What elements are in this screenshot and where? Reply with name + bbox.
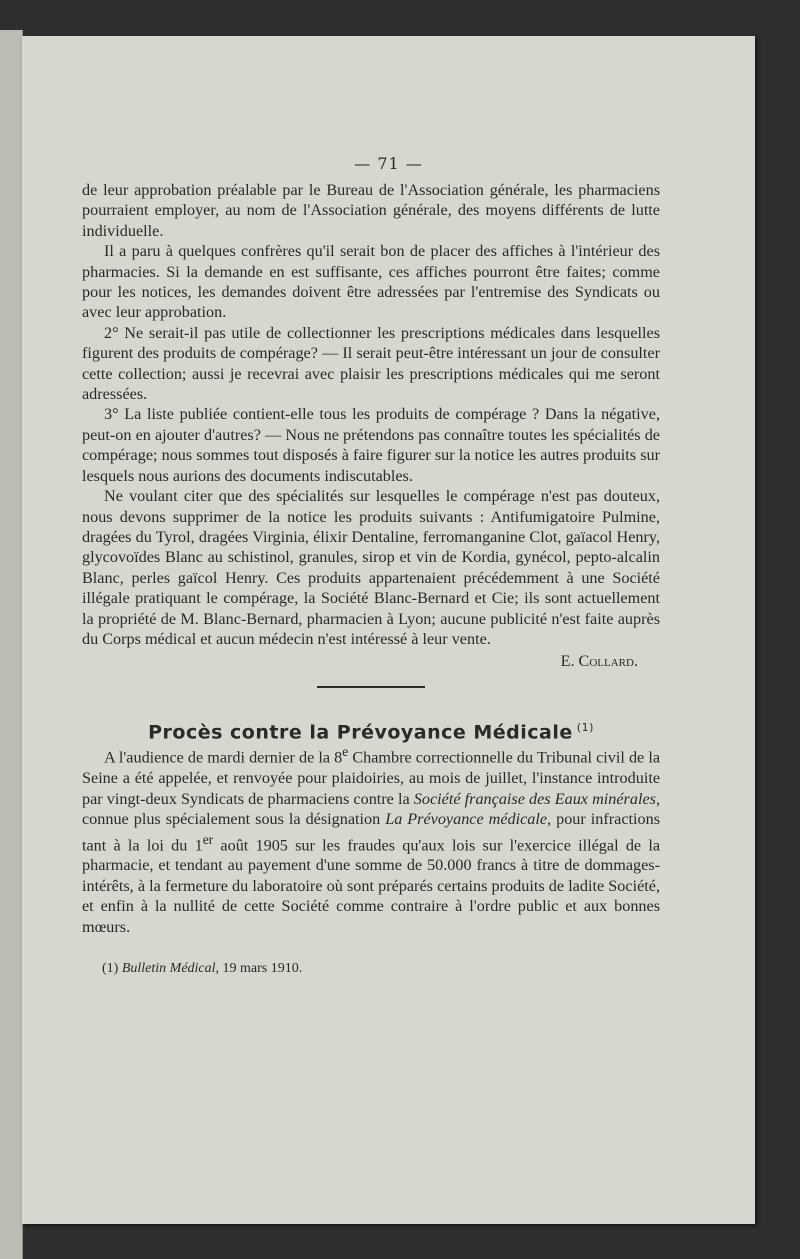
paragraph: 3° La liste publiée contient-elle tous les produits de compérage ? Dans la négative, peut-on en ajouter d'autres? — Nous ne prétendons pas connaître toutes les spécialités de compérage; nous sommes tout disposés à faire figurer sur la notice les autres produits sur lesquels nous aurions des documents indiscutables. [82,405,660,485]
section-title-text: Procès contre la Prévoyance Médicale [148,721,573,744]
signature: E. Collard. [560,652,638,671]
paragraph: de leur approbation préalable par le Bureau de l'Association générale, les pharmaciens pourraient employer, au nom de l'Association générale, des moyens différents de lutte individuelle. [82,181,660,240]
paragraph: 2° Ne serait-il pas utile de collectionner les prescriptions médicales dans lesquelles figurent des produits de compérage? — Il serait peut-être intéressant un jour de consulter cette collection; aussi je recevrai avec plaisir les prescriptions médicales qui me seront adressées. [82,323,660,404]
page-body [82,180,660,979]
footnote [82,959,660,979]
article-paragraph: A l'audience de mardi dernier de la 8e Chambre correctionnelle du Tribunal civil de la Seine a été appelée, et renvoyée pour plaidoiries, au mois de juillet, l'instance introduite par vingt-deux Syndicats de pharmaciens contre la Société française des Eaux minérales, connue plus spécialement sous la désignation La Prévoyance médicale, pour infractions tant à la loi du 1er août 1905 sur les fraudes qu'aux lois sur l'exercice illégal de la pharmacie, et tendant au payement d'une somme de 50.000 francs à titre de dommages-intérêts, à la fermeture du laboratoire où sont préparés certains produits de ladite Société, et enfin à la nullité de cette Société comme contraire à l'ordre public et aux bonnes mœurs. [82,744,661,936]
previous-page-edge [0,30,23,1259]
paragraph: Ne voulant citer que des spécialités sur lesquelles le compérage n'est pas douteux, nous devons supprimer de la notice les produits suivants : Antifumigatoire Pulmine, dragées du Tyrol, dragées Virginia, élixir Dentaline, ferromanganine Clot, gaïacol Henry, glycovoïdes Blanc au schistinol, granules, sirop et vin de Kordia, gynécol, pepto-alcalin Blanc, perles gaïcol Henry. Ces produits appartenaient précédemment à une Société illégale pratiquant le compérage, la Société Blanc-Bernard et Cie; ils sont actuellement la propriété de M. Blanc-Bernard, pharmacien à Lyon; aucune publicité n'est faite auprès du Corps médical et aucun médecin n'est intéressé à leur vente. [82,487,660,648]
section-divider [317,686,425,688]
footnote-date: 19 mars 1910. [222,960,303,976]
section-title [82,718,660,743]
document-page [22,36,755,1224]
paragraph: Il a paru à quelques confrères qu'il serait bon de placer des affiches à l'intérieur des pharmacies. Si la demande en est suffisante, ces affiches pourront être faites; comme pour les notices, les demandes doivent être adressées par l'entremise des Syndicats ou avec leur approbation. [82,242,660,322]
footnote-journal: Bulletin Médical, [121,960,220,976]
footnote-reference: (1) [576,720,594,734]
page-number: — 71 — [354,154,423,173]
footnote-mark: (1) [102,960,119,976]
